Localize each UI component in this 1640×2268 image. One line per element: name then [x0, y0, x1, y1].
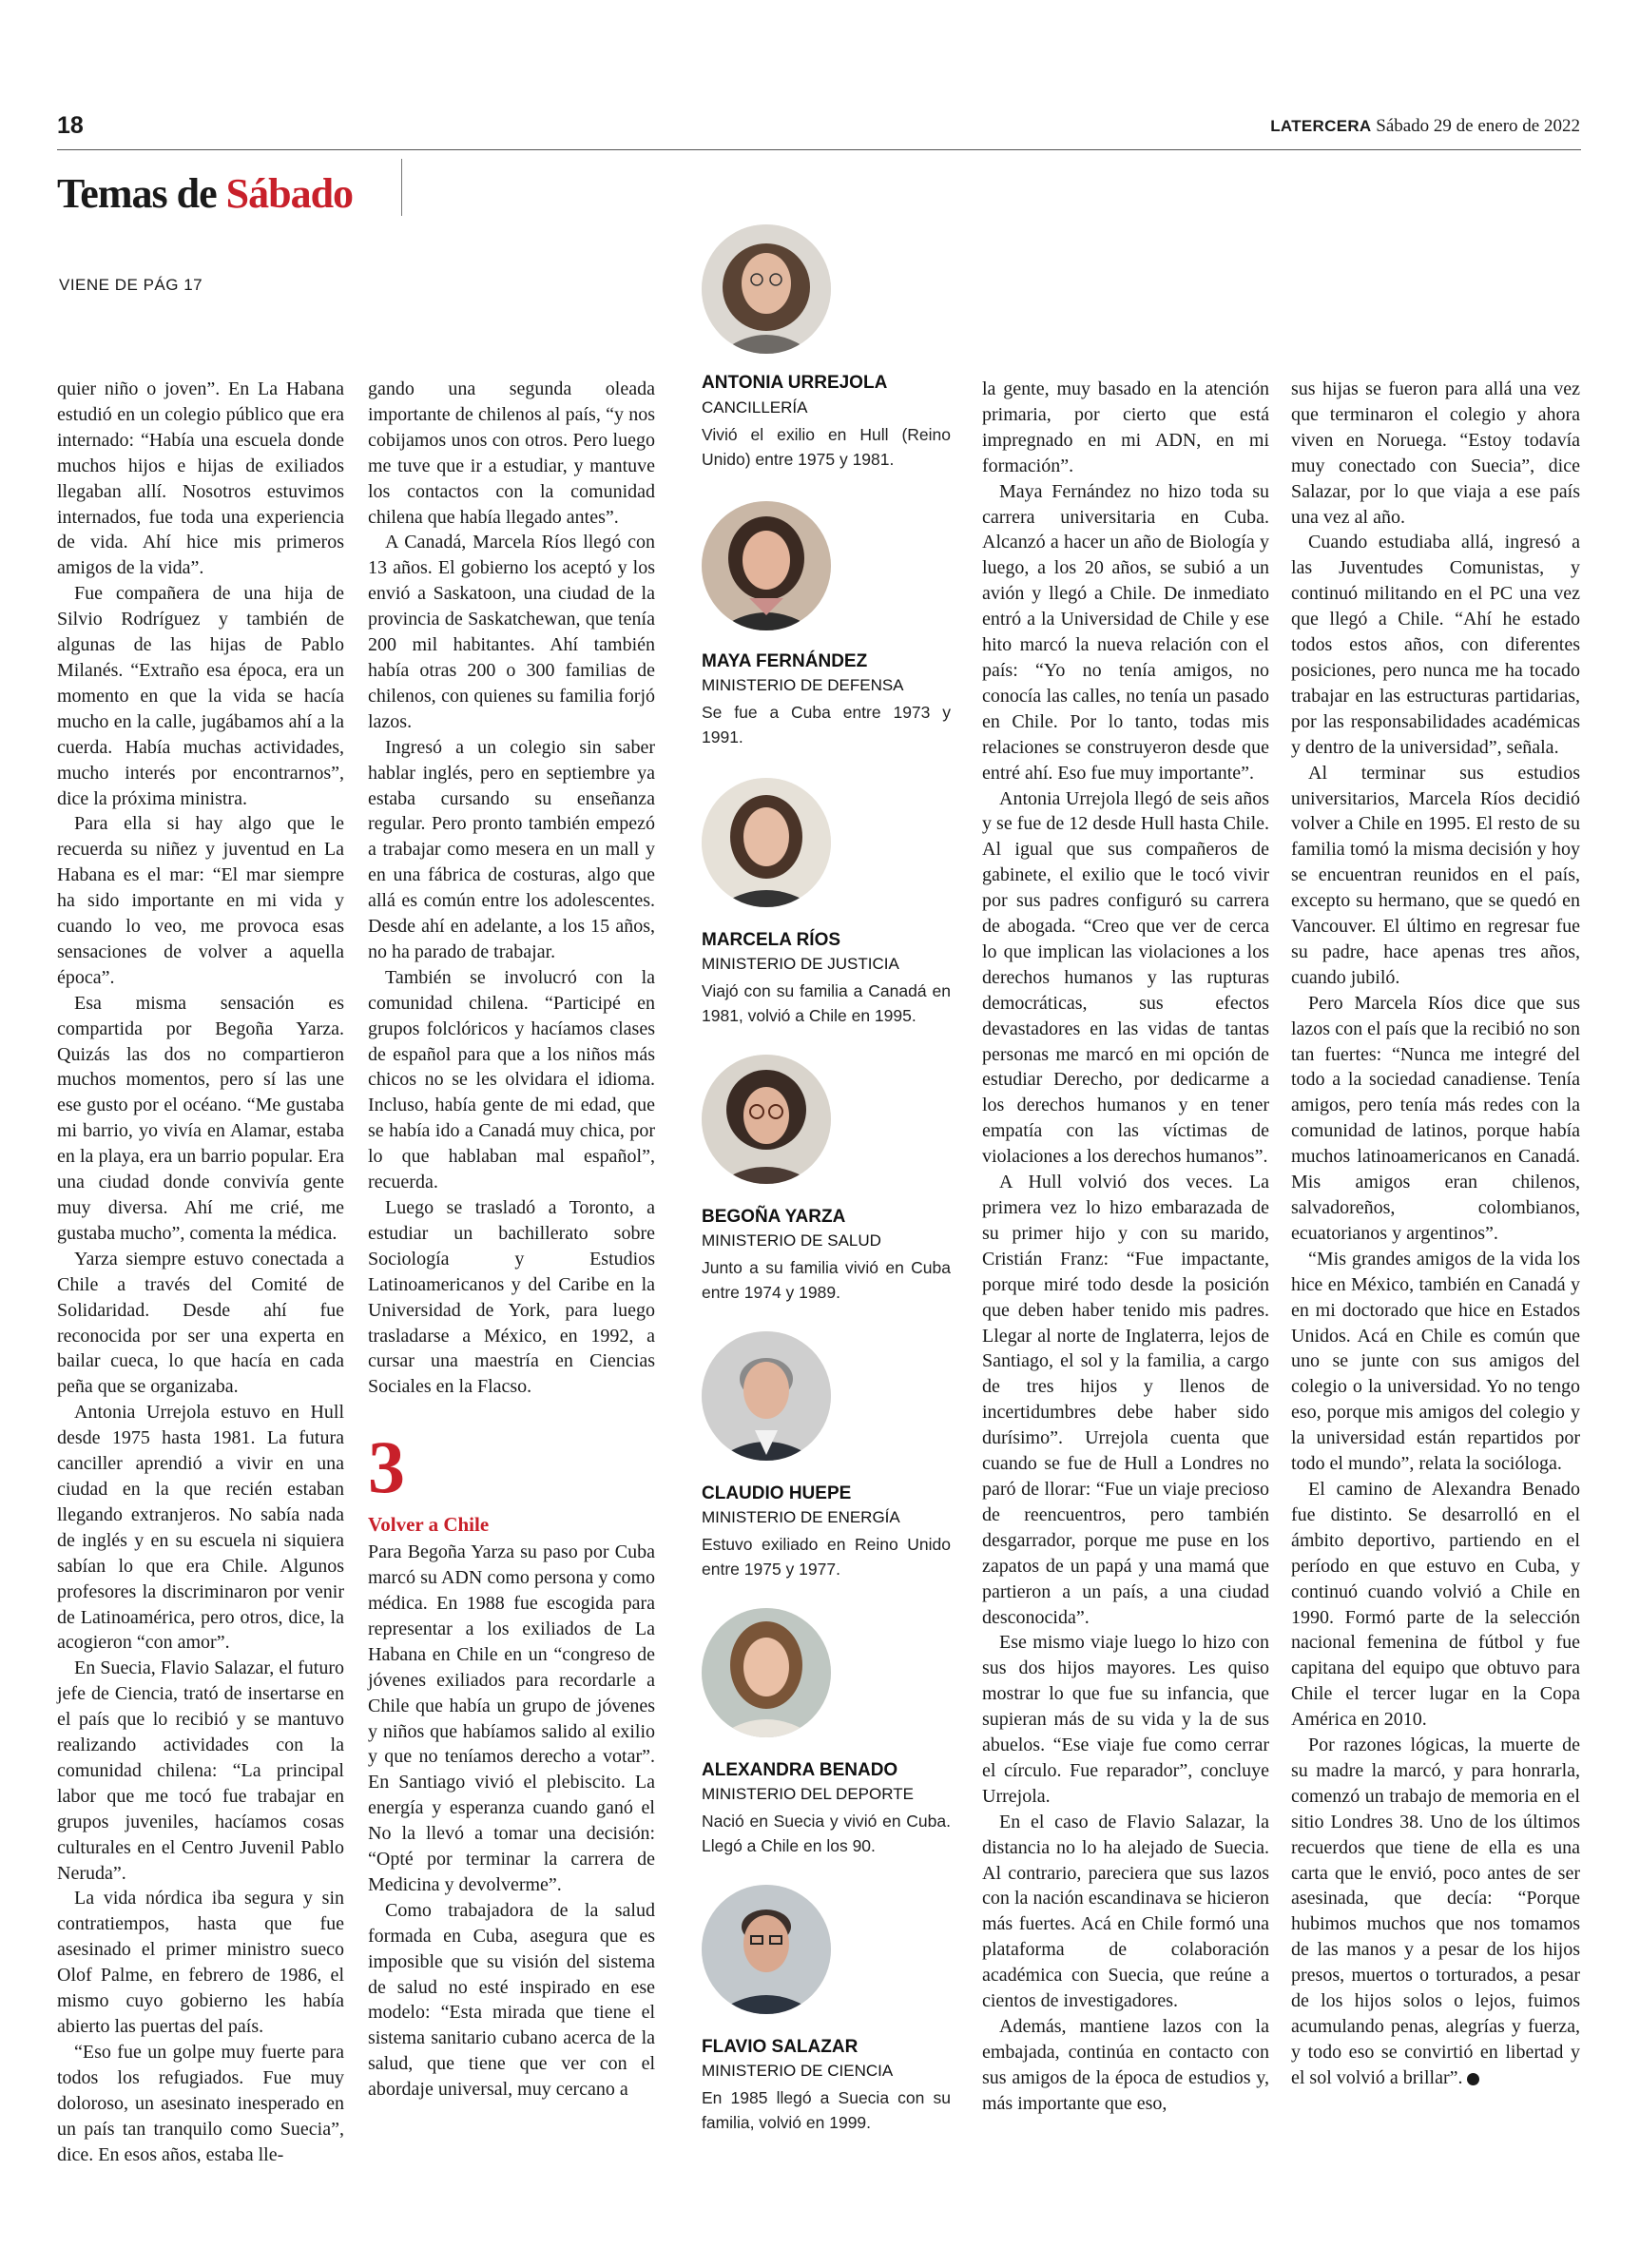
section-title-divider — [401, 159, 402, 216]
profile-ministry: MINISTERIO DE JUSTICIA — [702, 955, 899, 973]
paragraph: A Hull volvió dos veces. La primera vez lo hizo embarazada de su primer hijo y con su marido, Cristián Franz: “Fue impactante, porque miré todo desde la posición que deben haber tenido mis padres. Llegar al norte de Inglaterra, lejos de Santiago, el sol y la familia, a cargo de tres hijos y llenos de incertidumbres debe haber sido durísimo”. Urrejola cuenta que cuando se fue de Hull a Londres no paró de llorar: “Fue un viaje precioso de reencuentros, pero también desgarrador, porque me puse en los zapatos de un papá y una mamá que partieron a un país, a una ciudad desconocida”. — [982, 1172, 1269, 1628]
profile-name: MARCELA RÍOS — [702, 930, 841, 950]
profile-name: MAYA FERNÁNDEZ — [702, 651, 868, 671]
article-column-5 — [1291, 377, 1580, 2091]
profile-description: Estuvo exiliado en Reino Unido entre 1975 y 1977. — [702, 1535, 951, 1579]
paragraph: Cuando estudiaba allá, ingresó a las Juventudes Comunistas, y continuó militando en el PC una vez que llegó a Chile. “Ahí he estado todos estos años, con diferentes posiciones, pero nunca me ha tocado trabajar en las estructuras partidarias, por las responsabilidades académicas y dentro de la universidad”, señala. — [1291, 532, 1580, 758]
paragraph: sus hijas se fueron para allá una vez que terminaron el colegio y ahora viven en Noruega. “Estoy todavía muy conectado con Suecia”, dice Salazar, por lo que viaja a ese país una vez al año. — [1291, 378, 1580, 528]
profile-name: CLAUDIO HUEPE — [702, 1483, 852, 1503]
portrait-photo — [702, 1331, 831, 1461]
profile-description: Viajó con su familia a Canadá en 1981, volvió a Chile en 1995. — [702, 981, 951, 1025]
profile-ministry: CANCILLERÍA — [702, 398, 808, 417]
article-column-4 — [982, 377, 1269, 2117]
paragraph: Para ella si hay algo que le recuerda su niñez y juventud en La Habana es el mar: “El mar siempre ha sido importante en mi vida y cuando lo veo, me provoca esas sensaciones de volver a aquella época”. — [57, 813, 344, 988]
paragraph: Fue compañera de una hija de Silvio Rodríguez y también de algunas de las hijas de Pablo Milanés. “Extraño esa época, era un momento en que la vida se hacía mucho en la calle, jugábamos ahí a la cuerda. Había muchas actividades, mucho interés por encontrarnos”, dice la próxima ministra. — [57, 583, 344, 809]
profile-name: BEGOÑA YARZA — [702, 1207, 846, 1227]
paragraph: También se involucró con la comunidad chilena. “Participé en grupos folclóricos y hacíamos clases de español para que a los niños más chicos no se les olvidara el idioma. Incluso, había gente de mi edad, que se había ido a Canadá muy chica, por lo que hablaban mal español”, recuerda. — [368, 966, 655, 1193]
paragraph: En el caso de Flavio Salazar, la distancia no lo ha alejado de Suecia. Al contrario, pareciera que sus lazos con la nación escandinava se hicieron más fuertes. Acá en Chile formó una plataforma de colaboración académica con Suecia, que reúne a cientos de investigadores. — [982, 1811, 1269, 2012]
profile-description: Junto a su familia vivió en Cuba entre 1974 y 1989. — [702, 1258, 951, 1302]
profile-description: Se fue a Cuba entre 1973 y 1991. — [702, 703, 951, 746]
profile-ministry: MINISTERIO DE SALUD — [702, 1231, 881, 1250]
end-of-article-icon — [1467, 2073, 1479, 2085]
profile-description: Nació en Suecia y vivió en Cuba. Llegó a Chile en los 90. — [702, 1812, 951, 1855]
portrait-photo — [702, 1885, 831, 2014]
page-number: 18 — [57, 112, 84, 139]
profile-description: En 1985 llegó a Suecia con su familia, volvió en 1999. — [702, 2088, 951, 2132]
portrait-photo — [702, 224, 831, 354]
paragraph: La vida nórdica iba segura y sin contratiempos, hasta que fue asesinado el primer ministro sueco Olof Palme, en febrero de 1986, el mismo cuyo gobierno les había abierto las puertas del país. — [57, 1888, 344, 2037]
paragraph: Antonia Urrejola estuvo en Hull desde 1975 hasta 1981. La futura canciller aprendió a vivir en una ciudad en la que recién estaban llegando extranjeros. No sabía nada de inglés y en su escuela ni siquiera sabían lo que era Chile. Algunos profesores la discriminaron por venir de Latinoamérica, pero otros, dice, la acogieron “con amor”. — [57, 1402, 344, 1654]
paragraph: Para Begoña Yarza su paso por Cuba marcó su ADN como persona y como médica. En 1988 fue escogida para representar a los exiliados de La Habana en Chile en un “congreso de jóvenes exiliados para recordarle a Chile que había un grupo de jóvenes y niños que habíamos salido al exilio y que no teníamos derecho a votar”. En Santiago vivió el plebiscito. La energía y esperanza cuando ganó el No la llevó a tomar una decisión: “Opté por terminar la carrera de Medicina y devolverme”. — [368, 1541, 655, 1895]
paragraph: Esa misma sensación es compartida por Begoña Yarza. Quizás las dos no compartieron muchos momentos, pero sí las une ese gusto por el océano. “Me gustaba mi barrio, yo vivía en Alamar, estaba en la playa, era un barrio popular. Era una ciudad donde convivía gente muy diversa. Ahí me crié, me gustaba mucho”, comenta la médica. — [57, 992, 344, 1244]
paragraph: A Canadá, Marcela Ríos llegó con 13 años. El gobierno los aceptó y los envió a Saskatoon, una ciudad de la provincia de Saskatchewan, que tenía 200 mil habitantes. Ahí también había otras 200 o 300 familias de chilenos, con quienes su familia forjó lazos. — [368, 532, 655, 732]
paragraph: Ingresó a un colegio sin saber hablar inglés, pero en septiembre ya estaba cursando su enseñanza regular. Pero pronto también empezó a trabajar como mesera en un mall y en una fábrica de costuras, algo que allá es común entre los adolescentes. Desde ahí en adelante, a los 15 años, no ha parado de trabajar. — [368, 736, 655, 962]
paragraph: En Suecia, Flavio Salazar, el futuro jefe de Ciencia, trató de insertarse en el país que lo recibió y se mantuvo realizando actividades con la comunidad chilena: “La principal labor que me tocó fue trabajar en grupos juveniles, hacíamos cosas culturales en el Centro Juvenil Pablo Neruda”. — [57, 1657, 344, 1884]
paragraph: la gente, muy basado en la atención primaria, por cierto que está impregnado en mi ADN, en mi formación”. — [982, 378, 1269, 476]
section-title — [57, 169, 353, 218]
masthead — [1270, 116, 1580, 137]
section-number: 3 — [368, 1425, 405, 1509]
header-rule — [57, 149, 1581, 150]
article-column-1 — [57, 377, 344, 2167]
paragraph: Yarza siempre estuvo conectada a Chile a través del Comité de Solidaridad. Desde ahí fue reconocida por ser una experta en bailar cueca, lo que hacía en cada peña que se organizaba. — [57, 1248, 344, 1398]
profile-ministry: MINISTERIO DE DEFENSA — [702, 676, 904, 694]
profile-name: ALEXANDRA BENADO — [702, 1760, 898, 1780]
section-title-prefix: Temas de — [57, 170, 226, 217]
profile-name: ANTONIA URREJOLA — [702, 373, 888, 393]
paragraph-final — [1291, 1733, 1580, 2091]
paragraph: Además, mantiene lazos con la embajada, continúa en contacto con sus amigos de la época de estudios y, más importante que eso, — [982, 2016, 1269, 2114]
portrait-photo — [702, 1055, 831, 1184]
profile-ministry: MINISTERIO DEL DEPORTE — [702, 1785, 914, 1803]
paragraph: Antonia Urrejola llegó de seis años y se fue de 12 desde Hull hasta Chile. Al igual que sus compañeros de gabinete, el exilio que le tocó vivir por sus padres configuró su carrera de abogada. “Creo que ver de cerca lo que implican las violaciones a los derechos humanos y las rupturas democráticas, sus efectos devastadores en las vidas de tantas personas me marcó en mi opción de estudiar Derecho, por dedicarme a los derechos humanos y en tener empatía con las víctimas de violaciones a los derechos humanos”. — [982, 787, 1269, 1168]
paragraph: El camino de Alexandra Benado fue distinto. Se desarrolló en el ámbito deportivo, partiendo en el período en que estuvo en Cuba, y continuó cuando volvió a Chile en 1990. Formó parte de la selección nacional femenina de fútbol y fue capitana del equipo que obtuvo para Chile el tercer lugar en la Copa América en 2010. — [1291, 1478, 1580, 1731]
subheading: Volver a Chile — [368, 1513, 490, 1537]
portrait-photo — [702, 501, 831, 630]
paragraph: gando una segunda oleada importante de chilenos al país, “y nos cobijamos unos con otros. Pero luego me tuve que ir a estudiar, y mantuve los contactos con la comunidad chilena que había llegado antes”. — [368, 378, 655, 528]
portrait-photo — [702, 1608, 831, 1737]
final-paragraph-text: Por razones lógicas, la muerte de su madre la marcó, y para honrarla, comenzó un trabajo de memoria en el sitio Londres 38. Uno de los últimos recuerdos que tiene de ella es una carta que le envió, poco antes de ser asesinada, que decía: “Porque hubimos muchos que nos tomamos de las manos y a pesar de los hijos presos, muertos o torturados, a pesar de los hijos solos o lejos, fuimos acumulando penas, alegrías y fuerza, y todo eso se convirtió en libertad y el sol volvió a brillar”. — [1291, 1735, 1580, 2088]
paragraph: Ese mismo viaje luego lo hizo con sus dos hijos mayores. Les quiso mostrar lo que fue su infancia, que supieran más de su vida y la de sus abuelos. “Ese viaje fue como cerrar el círculo. Fue reparador”, concluye Urrejola. — [982, 1632, 1269, 1807]
brand-logo: LATERCERA — [1270, 117, 1372, 135]
section-title-highlight: Sábado — [225, 170, 354, 217]
paragraph: “Mis grandes amigos de la vida los hice en México, también en Canadá y en mi doctorado que hice en Estados Unidos. Acá en Chile es común que uno se junte con sus amigos del colegio o la universidad. Yo no tengo eso, porque mis amigos del colegio y la universidad están repartidos por todo el mundo”, relata la socióloga. — [1291, 1248, 1580, 1475]
paragraph: Como trabajadora de la salud formada en Cuba, asegura que es imposible que su visión del sistema de salud no esté inspirado en ese modelo: “Esta mirada que tiene el sistema sanitario cubano acerca de la salud, que tiene que ver con el abordaje universal, muy cercano a — [368, 1899, 655, 2101]
paragraph: Maya Fernández no hizo toda su carrera universitaria en Cuba. Alcanzó a hacer un año de Biología y luego, a los 20 años, se subió a un avión y llegó a Chile. De inmediato entró a la Universidad de Chile y ese hito marcó la nueva relación con el país: “Yo no tenía amigos, no conocía las calles, no tenía un pasado en Chile. Por lo tanto, todas mis relaciones se construyeron desde que entré ahí. Eso fue muy importante”. — [982, 480, 1269, 784]
issue-date: Sábado 29 de enero de 2022 — [1376, 116, 1580, 136]
paragraph: Al terminar sus estudios universitarios, Marcela Ríos decidió volver a Chile en 1995. El resto de su familia tomó la misma decisión y hoy se encuentran reunidos en el país, excepto su hermano, que se quedó en Vancouver. El último en regresar fue su padre, hace apenas tres años, cuando jubiló. — [1291, 762, 1580, 988]
profile-ministry: MINISTERIO DE ENERGÍA — [702, 1508, 900, 1526]
paragraph: “Eso fue un golpe muy fuerte para todos los refugiados. Fue muy doloroso, un asesinato inesperado en un país tan tranquilo como Suecia”, dice. En esos años, estaba lle- — [57, 2041, 344, 2165]
profile-ministry: MINISTERIO DE CIENCIA — [702, 2062, 894, 2080]
paragraph: Pero Marcela Ríos dice que sus lazos con el país que la recibió no son tan fuertes: “Nunca me integré del todo a la sociedad canadiense. Tenía amigos, pero tenía más redes con la comunidad de latinos, porque había muchos latinoamericanos en Canadá. Mis amigos eran chilenos, salvadoreños, colombianos, ecuatorianos y argentinos”. — [1291, 992, 1580, 1244]
paragraph: quier niño o joven”. En La Habana estudió en un colegio público que era internado: “Había una escuela donde muchos hijos e hijas de exiliados llegaban allí. Nosotros estuvimos internados, fue toda una experiencia de vida. Ahí hice mis primeros amigos de la vida”. — [57, 378, 344, 579]
portrait-photo — [702, 778, 831, 907]
profile-name: FLAVIO SALAZAR — [702, 2037, 859, 2057]
article-column-2 — [368, 377, 655, 2103]
paragraph: Luego se trasladó a Toronto, a estudiar un bachillerato sobre Sociología y Estudios Latinoamericanos y del Caribe en la Universidad de York, para luego trasladarse a México, en 1992, a cursar una maestría en Ciencias Sociales en la Flacso. — [368, 1197, 655, 1398]
continued-from-label: VIENE DE PÁG 17 — [59, 276, 203, 294]
profile-description: Vivió el exilio en Hull (Reino Unido) entre 1975 y 1981. — [702, 425, 951, 469]
